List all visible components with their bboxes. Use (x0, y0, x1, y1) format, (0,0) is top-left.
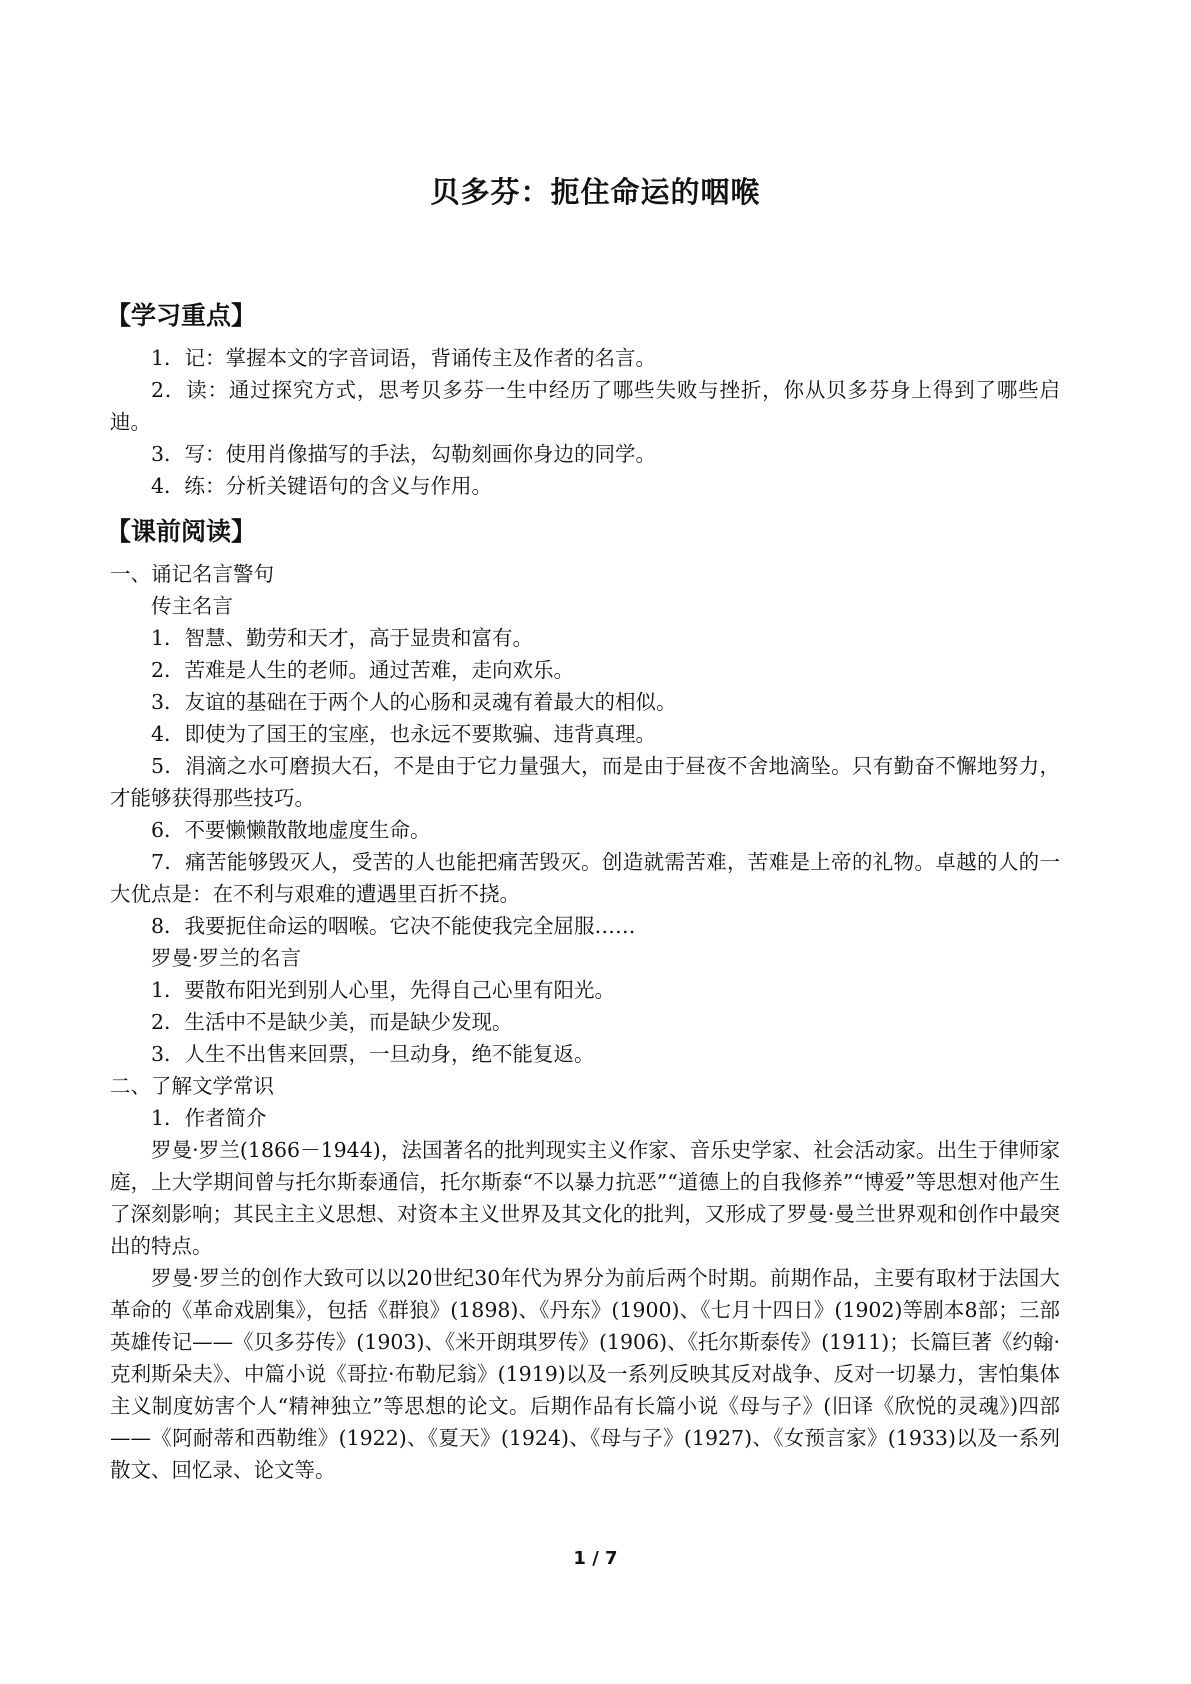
focus-item: 3．写：使用肖像描写的手法，勾勒刻画你身边的同学。 (151, 442, 657, 466)
quote-item: 2．苦难是人生的老师。通过苦难，走向欢乐。 (151, 658, 575, 682)
quote-item: 2．生活中不是缺少美，而是缺少发现。 (151, 1010, 513, 1034)
part-title-literature: 二、了解文学常识 (110, 1074, 274, 1098)
quotes-author-label: 罗曼·罗兰的名言 (151, 946, 302, 970)
author-intro-paragraph: 罗曼·罗兰的创作大致可以以20世纪30年代为界分为前后两个时期。前期作品，主要有取材于法国大革命的《革命戏剧集》，包括《群狼》(1898)、《丹东》(1900)、《七月十四日》(1902)等剧本8部；三部英雄传记——《贝多芬传》(1903)、《米开朗琪罗传》(1906)、《托尔斯泰传》(1911)；长篇巨著《约翰·克利斯朵夫》、中篇小说《哥拉·布勒尼翁》(1919)以及一系列反映其反对战争、反对一切暴力，害怕集体主义制度妨害个人“精神独立”等思想的论文。后期作品有长篇小说《母与子》(旧译《欣悦的灵魂》)四部——《阿耐蒂和西勒维》(1922)、《夏天》(1924)、《母与子》(1927)、《女预言家》(1933)以及一系列散文、回忆录、论文等。 (110, 1266, 1060, 1482)
page-number: 1 / 7 (573, 1548, 618, 1569)
quote-item: 3．友谊的基础在于两个人的心肠和灵魂有着最大的相似。 (151, 690, 677, 714)
document-body (106, 300, 1060, 1486)
quote-item: 8．我要扼住命运的咽喉。它决不能使我完全屈服…… (151, 914, 636, 938)
quote-item: 4．即使为了国王的宝座，也永远不要欺骗、违背真理。 (151, 722, 657, 746)
quotes-subject-label: 传主名言 (151, 594, 233, 618)
section-heading-preread: 【课前阅读】 (106, 517, 257, 546)
quote-item: 6．不要懒懒散散地虚度生命。 (151, 818, 431, 842)
quote-item: 5．涓滴之水可磨损大石，不是由于它力量强大，而是由于昼夜不舍地滴坠。只有勤奋不懈地努力，才能够获得那些技巧。 (110, 754, 1060, 810)
focus-item: 1．记：掌握本文的字音词语，背诵传主及作者的名言。 (151, 346, 657, 370)
focus-item: 2．读：通过探究方式，思考贝多芬一生中经历了哪些失败与挫折，你从贝多芬身上得到了哪些启迪。 (110, 378, 1060, 434)
focus-item: 4．练：分析关键语句的含义与作用。 (151, 474, 493, 498)
document-title: 贝多芬：扼住命运的咽喉 (430, 175, 761, 209)
part-title-quotes: 一、诵记名言警句 (110, 562, 274, 586)
author-intro-label: 1．作者简介 (151, 1106, 267, 1130)
quote-item: 1．要散布阳光到别人心里，先得自己心里有阳光。 (151, 978, 616, 1002)
quote-item: 7．痛苦能够毁灭人，受苦的人也能把痛苦毁灭。创造就需苦难，苦难是上帝的礼物。卓越的人的一大优点是：在不利与艰难的遭遇里百折不挠。 (110, 850, 1060, 906)
author-intro-paragraph: 罗曼·罗兰(1866－1944)，法国著名的批判现实主义作家、音乐史学家、社会活动家。出生于律师家庭，上大学期间曾与托尔斯泰通信，托尔斯泰“不以暴力抗恶”“道德上的自我修养”“博爱”等思想对他产生了深刻影响；其民主主义思想、对资本主义世界及其文化的批判，又形成了罗曼·曼兰世界观和创作中最突出的特点。 (110, 1138, 1060, 1258)
section-heading-focus: 【学习重点】 (106, 301, 257, 330)
quote-item: 3．人生不出售来回票，一旦动身，绝不能复返。 (151, 1042, 595, 1066)
quote-item: 1．智慧、勤劳和天才，高于显贵和富有。 (151, 626, 534, 650)
